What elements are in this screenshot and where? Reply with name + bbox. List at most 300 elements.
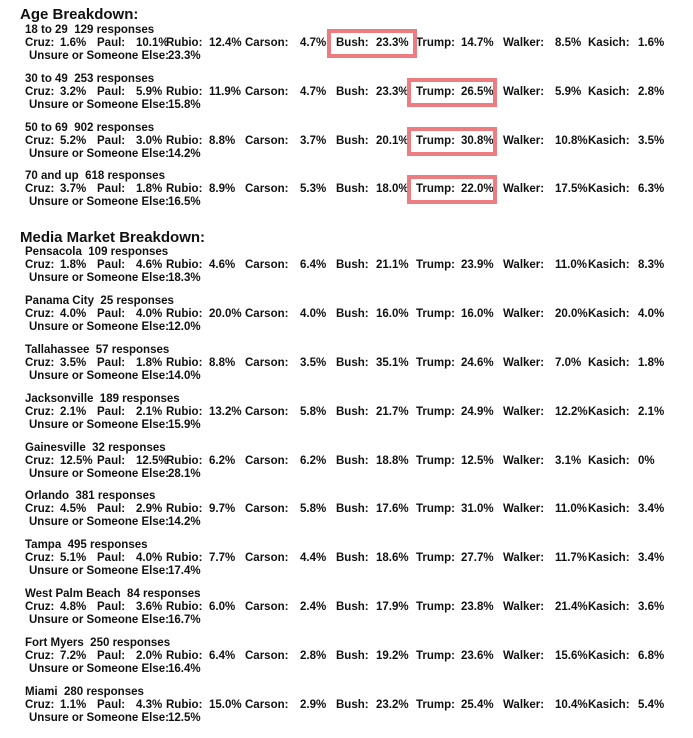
unsure-label: Unsure or Someone Else: [29, 99, 169, 111]
trump-label: Trump: [416, 259, 455, 271]
trump-label: Trump: [416, 650, 455, 662]
bush-label: Bush: [336, 183, 369, 195]
kasich-label: Kasich: [588, 455, 630, 467]
walker-label: Walker: [503, 183, 545, 195]
paul-value: 1.8% [136, 183, 163, 195]
cruz-value: 1.8% [60, 259, 87, 271]
paul-value: 4.0% [136, 552, 163, 564]
candidate-row [0, 650, 693, 664]
trump-label: Trump: [416, 37, 455, 49]
rubio-label: Rubio: [166, 37, 203, 49]
carson-label: Carson: [245, 601, 289, 613]
cruz-label: Cruz: [25, 259, 55, 271]
unsure-label: Unsure or Someone Else: [29, 272, 169, 284]
bush-value: 18.6% [376, 552, 409, 564]
kasich-value: 2.8% [638, 86, 665, 98]
media-group [0, 637, 693, 685]
walker-label: Walker: [503, 135, 545, 147]
unsure-value: 12.5% [168, 712, 201, 724]
trump-label: Trump: [416, 406, 455, 418]
bush-value: 23.3% [376, 37, 409, 49]
kasich-label: Kasich: [588, 503, 630, 515]
unsure-value: 28.1% [168, 468, 201, 480]
rubio-value: 9.7% [209, 503, 236, 515]
paul-value: 12.5% [136, 455, 169, 467]
cruz-label: Cruz: [25, 308, 55, 320]
walker-label: Walker: [503, 86, 545, 98]
unsure-value: 16.7% [168, 614, 201, 626]
unsure-value: 14.2% [168, 516, 201, 528]
bush-value: 17.6% [376, 503, 409, 515]
trump-highlight-box [407, 127, 497, 156]
walker-label: Walker: [503, 357, 545, 369]
rubio-label: Rubio: [166, 650, 203, 662]
bush-label: Bush: [336, 135, 369, 147]
unsure-row [29, 565, 201, 577]
walker-value: 3.1% [555, 455, 582, 467]
trump-value: 14.7% [461, 37, 494, 49]
trump-value: 24.9% [461, 406, 494, 418]
paul-label: Paul: [97, 455, 126, 467]
walker-value: 7.0% [555, 357, 582, 369]
cruz-label: Cruz: [25, 406, 55, 418]
group-label: 30 to 49 253 responses [25, 73, 155, 85]
carson-label: Carson: [245, 183, 289, 195]
unsure-label: Unsure or Someone Else: [29, 663, 169, 675]
bush-highlight-box [327, 29, 417, 58]
paul-label: Paul: [97, 37, 126, 49]
trump-label: Trump: [416, 135, 455, 147]
trump-label: Trump: [416, 357, 455, 369]
group-label: Tallahassee 57 responses [25, 344, 170, 356]
carson-label: Carson: [245, 37, 289, 49]
rubio-label: Rubio: [166, 308, 203, 320]
carson-label: Carson: [245, 259, 289, 271]
bush-value: 23.3% [376, 86, 409, 98]
paul-value: 4.3% [136, 699, 163, 711]
group-label: Jacksonville 189 responses [25, 393, 180, 405]
bush-value: 18.8% [376, 455, 409, 467]
rubio-value: 11.9% [209, 86, 241, 98]
group-label: 50 to 69 902 responses [25, 122, 155, 134]
trump-label: Trump: [416, 601, 455, 613]
carson-label: Carson: [245, 406, 289, 418]
rubio-label: Rubio: [166, 552, 203, 564]
kasich-label: Kasich: [588, 650, 630, 662]
carson-value: 4.4% [300, 552, 327, 564]
kasich-label: Kasich: [588, 135, 630, 147]
kasich-label: Kasich: [588, 552, 630, 564]
cruz-label: Cruz: [25, 601, 55, 613]
carson-label: Carson: [245, 650, 289, 662]
unsure-row [29, 272, 201, 284]
kasich-value: 4.0% [638, 308, 665, 320]
age-group [0, 122, 693, 170]
bush-label: Bush: [336, 650, 369, 662]
unsure-row [29, 614, 201, 626]
paul-value: 3.0% [136, 135, 163, 147]
group-label: Tampa 495 responses [25, 539, 148, 551]
rubio-label: Rubio: [166, 183, 203, 195]
paul-label: Paul: [97, 552, 126, 564]
paul-value: 4.6% [136, 259, 163, 271]
unsure-label: Unsure or Someone Else: [29, 468, 169, 480]
candidate-row [0, 259, 693, 273]
trump-value: 27.7% [461, 552, 494, 564]
carson-label: Carson: [245, 699, 289, 711]
walker-value: 17.5% [555, 183, 588, 195]
trump-value: 31.0% [461, 503, 494, 515]
unsure-value: 16.4% [168, 663, 201, 675]
media-group [0, 539, 693, 587]
paul-label: Paul: [97, 650, 126, 662]
media-group [0, 393, 693, 441]
paul-value: 4.0% [136, 308, 163, 320]
bush-value: 21.7% [376, 406, 409, 418]
walker-label: Walker: [503, 699, 545, 711]
unsure-row [29, 516, 201, 528]
carson-label: Carson: [245, 503, 289, 515]
media-group [0, 442, 693, 490]
bush-value: 18.0% [376, 183, 409, 195]
walker-value: 5.9% [555, 86, 582, 98]
cruz-label: Cruz: [25, 503, 55, 515]
cruz-label: Cruz: [25, 357, 55, 369]
kasich-label: Kasich: [588, 37, 630, 49]
trump-value: 16.0% [461, 308, 494, 320]
media-group [0, 344, 693, 392]
rubio-label: Rubio: [166, 135, 203, 147]
bush-label: Bush: [336, 259, 369, 271]
unsure-value: 16.5% [168, 196, 201, 208]
kasich-value: 8.3% [638, 259, 665, 271]
carson-label: Carson: [245, 135, 289, 147]
kasich-value: 3.5% [638, 135, 665, 147]
trump-label: Trump: [416, 308, 455, 320]
unsure-label: Unsure or Someone Else: [29, 148, 169, 160]
walker-value: 10.4% [555, 699, 588, 711]
kasich-label: Kasich: [588, 601, 630, 613]
kasich-value: 5.4% [638, 699, 665, 711]
unsure-label: Unsure or Someone Else: [29, 321, 169, 333]
cruz-value: 4.0% [60, 308, 87, 320]
unsure-value: 23.3% [168, 50, 201, 62]
unsure-label: Unsure or Someone Else: [29, 50, 169, 62]
bush-label: Bush: [336, 406, 369, 418]
unsure-row [29, 148, 201, 160]
rubio-label: Rubio: [166, 455, 203, 467]
cruz-label: Cruz: [25, 552, 55, 564]
walker-value: 8.5% [555, 37, 582, 49]
media-group [0, 686, 693, 734]
rubio-value: 6.2% [209, 455, 236, 467]
cruz-value: 3.7% [60, 183, 87, 195]
rubio-value: 4.6% [209, 259, 236, 271]
unsure-label: Unsure or Someone Else: [29, 370, 169, 382]
trump-label: Trump: [416, 552, 455, 564]
rubio-label: Rubio: [166, 357, 203, 369]
unsure-row [29, 99, 201, 111]
rubio-label: Rubio: [166, 601, 203, 613]
unsure-value: 15.8% [168, 99, 201, 111]
kasich-label: Kasich: [588, 357, 630, 369]
bush-value: 23.2% [376, 699, 409, 711]
unsure-label: Unsure or Someone Else: [29, 712, 169, 724]
group-label: Gainesville 32 responses [25, 442, 166, 454]
unsure-label: Unsure or Someone Else: [29, 614, 169, 626]
trump-highlight-box [407, 78, 497, 107]
group-label: 18 to 29 129 responses [25, 24, 155, 36]
carson-value: 3.7% [300, 135, 327, 147]
candidate-row [0, 406, 693, 420]
unsure-row [29, 50, 201, 62]
paul-label: Paul: [97, 699, 126, 711]
candidate-row [0, 552, 693, 566]
trump-value: 23.8% [461, 601, 494, 613]
carson-value: 4.7% [300, 37, 327, 49]
group-label: Pensacola 109 responses [25, 246, 169, 258]
paul-value: 1.8% [136, 357, 163, 369]
bush-label: Bush: [336, 455, 369, 467]
kasich-label: Kasich: [588, 406, 630, 418]
rubio-label: Rubio: [166, 699, 203, 711]
paul-value: 10.1% [136, 37, 169, 49]
trump-value: 24.6% [461, 357, 494, 369]
carson-value: 3.5% [300, 357, 327, 369]
candidate-row [0, 699, 693, 713]
kasich-label: Kasich: [588, 183, 630, 195]
group-label: 70 and up 618 responses [25, 170, 165, 182]
unsure-value: 12.0% [168, 321, 201, 333]
candidate-row [0, 135, 693, 149]
rubio-label: Rubio: [166, 86, 203, 98]
kasich-value: 1.8% [638, 357, 665, 369]
walker-value: 11.7% [555, 552, 587, 564]
carson-value: 5.3% [300, 183, 327, 195]
walker-label: Walker: [503, 503, 545, 515]
trump-label: Trump: [416, 503, 455, 515]
trump-highlight-box [407, 175, 497, 204]
age-group [0, 73, 693, 121]
cruz-value: 7.2% [60, 650, 87, 662]
kasich-value: 1.6% [638, 37, 665, 49]
paul-label: Paul: [97, 183, 126, 195]
bush-value: 16.0% [376, 308, 409, 320]
rubio-value: 6.4% [209, 650, 236, 662]
cruz-value: 3.5% [60, 357, 87, 369]
candidate-row [0, 503, 693, 517]
bush-value: 35.1% [376, 357, 409, 369]
trump-value: 30.8% [461, 135, 494, 147]
media-group [0, 246, 693, 294]
paul-label: Paul: [97, 135, 126, 147]
paul-value: 5.9% [136, 86, 163, 98]
bush-label: Bush: [336, 503, 369, 515]
unsure-label: Unsure or Someone Else: [29, 196, 169, 208]
walker-label: Walker: [503, 406, 545, 418]
candidate-row [0, 183, 693, 197]
carson-value: 6.4% [300, 259, 327, 271]
kasich-label: Kasich: [588, 699, 630, 711]
unsure-row [29, 663, 201, 675]
bush-label: Bush: [336, 601, 369, 613]
unsure-value: 17.4% [168, 565, 201, 577]
unsure-label: Unsure or Someone Else: [29, 516, 169, 528]
kasich-label: Kasich: [588, 308, 630, 320]
kasich-value: 0% [638, 455, 655, 467]
age-group [0, 170, 693, 218]
trump-value: 26.5% [461, 86, 494, 98]
trump-value: 22.0% [461, 183, 494, 195]
rubio-value: 12.4% [209, 37, 242, 49]
kasich-value: 6.8% [638, 650, 665, 662]
kasich-value: 3.4% [638, 503, 665, 515]
carson-label: Carson: [245, 308, 289, 320]
unsure-row [29, 419, 201, 431]
carson-value: 5.8% [300, 503, 327, 515]
unsure-value: 18.3% [168, 272, 201, 284]
cruz-value: 4.8% [60, 601, 87, 613]
cruz-label: Cruz: [25, 86, 55, 98]
carson-label: Carson: [245, 552, 289, 564]
walker-label: Walker: [503, 308, 545, 320]
rubio-label: Rubio: [166, 406, 203, 418]
unsure-label: Unsure or Someone Else: [29, 565, 169, 577]
carson-value: 5.8% [300, 406, 327, 418]
walker-label: Walker: [503, 650, 545, 662]
cruz-label: Cruz: [25, 699, 55, 711]
bush-label: Bush: [336, 357, 369, 369]
unsure-value: 15.9% [168, 419, 201, 431]
trump-value: 12.5% [461, 455, 494, 467]
carson-value: 2.9% [300, 699, 327, 711]
rubio-value: 6.0% [209, 601, 236, 613]
bush-value: 19.2% [376, 650, 409, 662]
trump-value: 23.9% [461, 259, 494, 271]
paul-label: Paul: [97, 86, 126, 98]
age-group [0, 24, 693, 72]
paul-value: 2.9% [136, 503, 163, 515]
carson-label: Carson: [245, 86, 289, 98]
walker-value: 11.0% [555, 259, 587, 271]
trump-value: 23.6% [461, 650, 494, 662]
bush-value: 17.9% [376, 601, 409, 613]
walker-value: 11.0% [555, 503, 587, 515]
walker-label: Walker: [503, 601, 545, 613]
paul-label: Paul: [97, 601, 126, 613]
kasich-label: Kasich: [588, 86, 630, 98]
cruz-value: 1.6% [60, 37, 87, 49]
paul-label: Paul: [97, 503, 126, 515]
rubio-label: Rubio: [166, 503, 203, 515]
walker-value: 21.4% [555, 601, 588, 613]
rubio-value: 8.9% [209, 183, 236, 195]
unsure-row [29, 370, 201, 382]
carson-value: 4.0% [300, 308, 327, 320]
media-group [0, 588, 693, 636]
kasich-label: Kasich: [588, 259, 630, 271]
bush-value: 20.1% [376, 135, 409, 147]
walker-value: 15.6% [555, 650, 588, 662]
carson-label: Carson: [245, 455, 289, 467]
bush-label: Bush: [336, 308, 369, 320]
cruz-value: 1.1% [60, 699, 87, 711]
candidate-row [0, 357, 693, 371]
rubio-label: Rubio: [166, 259, 203, 271]
media-group [0, 490, 693, 538]
paul-value: 2.0% [136, 650, 163, 662]
paul-label: Paul: [97, 406, 126, 418]
rubio-value: 7.7% [209, 552, 236, 564]
candidate-row [0, 601, 693, 615]
paul-label: Paul: [97, 259, 126, 271]
group-label: Fort Myers 250 responses [25, 637, 171, 649]
cruz-label: Cruz: [25, 183, 55, 195]
rubio-value: 8.8% [209, 357, 236, 369]
kasich-value: 2.1% [638, 406, 665, 418]
trump-label: Trump: [416, 86, 455, 98]
trump-value: 25.4% [461, 699, 494, 711]
paul-label: Paul: [97, 357, 126, 369]
walker-value: 10.8% [555, 135, 588, 147]
rubio-value: 13.2% [209, 406, 242, 418]
carson-value: 2.4% [300, 601, 327, 613]
cruz-value: 4.5% [60, 503, 87, 515]
group-label: West Palm Beach 84 responses [25, 588, 201, 600]
walker-value: 12.2% [555, 406, 588, 418]
trump-label: Trump: [416, 183, 455, 195]
bush-value: 21.1% [376, 259, 409, 271]
group-label: Panama City 25 responses [25, 295, 174, 307]
cruz-value: 5.1% [60, 552, 87, 564]
walker-label: Walker: [503, 259, 545, 271]
rubio-value: 20.0% [209, 308, 242, 320]
bush-label: Bush: [336, 37, 369, 49]
media-section-title: Media Market Breakdown: [20, 229, 206, 246]
rubio-value: 15.0% [209, 699, 242, 711]
unsure-row [29, 196, 201, 208]
walker-value: 20.0% [555, 308, 588, 320]
walker-label: Walker: [503, 552, 545, 564]
bush-label: Bush: [336, 86, 369, 98]
kasich-value: 3.6% [638, 601, 665, 613]
rubio-value: 8.8% [209, 135, 236, 147]
unsure-label: Unsure or Someone Else: [29, 419, 169, 431]
group-label: Miami 280 responses [25, 686, 144, 698]
media-group [0, 295, 693, 343]
cruz-value: 2.1% [60, 406, 87, 418]
unsure-row [29, 468, 201, 480]
candidate-row [0, 308, 693, 322]
trump-label: Trump: [416, 699, 455, 711]
cruz-label: Cruz: [25, 455, 55, 467]
age-section-title: Age Breakdown: [20, 6, 139, 23]
trump-label: Trump: [416, 455, 455, 467]
carson-value: 2.8% [300, 650, 327, 662]
bush-label: Bush: [336, 699, 369, 711]
cruz-value: 12.5% [60, 455, 93, 467]
unsure-row [29, 321, 201, 333]
bush-label: Bush: [336, 552, 369, 564]
unsure-value: 14.0% [168, 370, 201, 382]
carson-label: Carson: [245, 357, 289, 369]
cruz-value: 3.2% [60, 86, 87, 98]
cruz-label: Cruz: [25, 135, 55, 147]
unsure-value: 14.2% [168, 148, 201, 160]
candidate-row [0, 86, 693, 100]
unsure-row [29, 712, 201, 724]
cruz-label: Cruz: [25, 650, 55, 662]
